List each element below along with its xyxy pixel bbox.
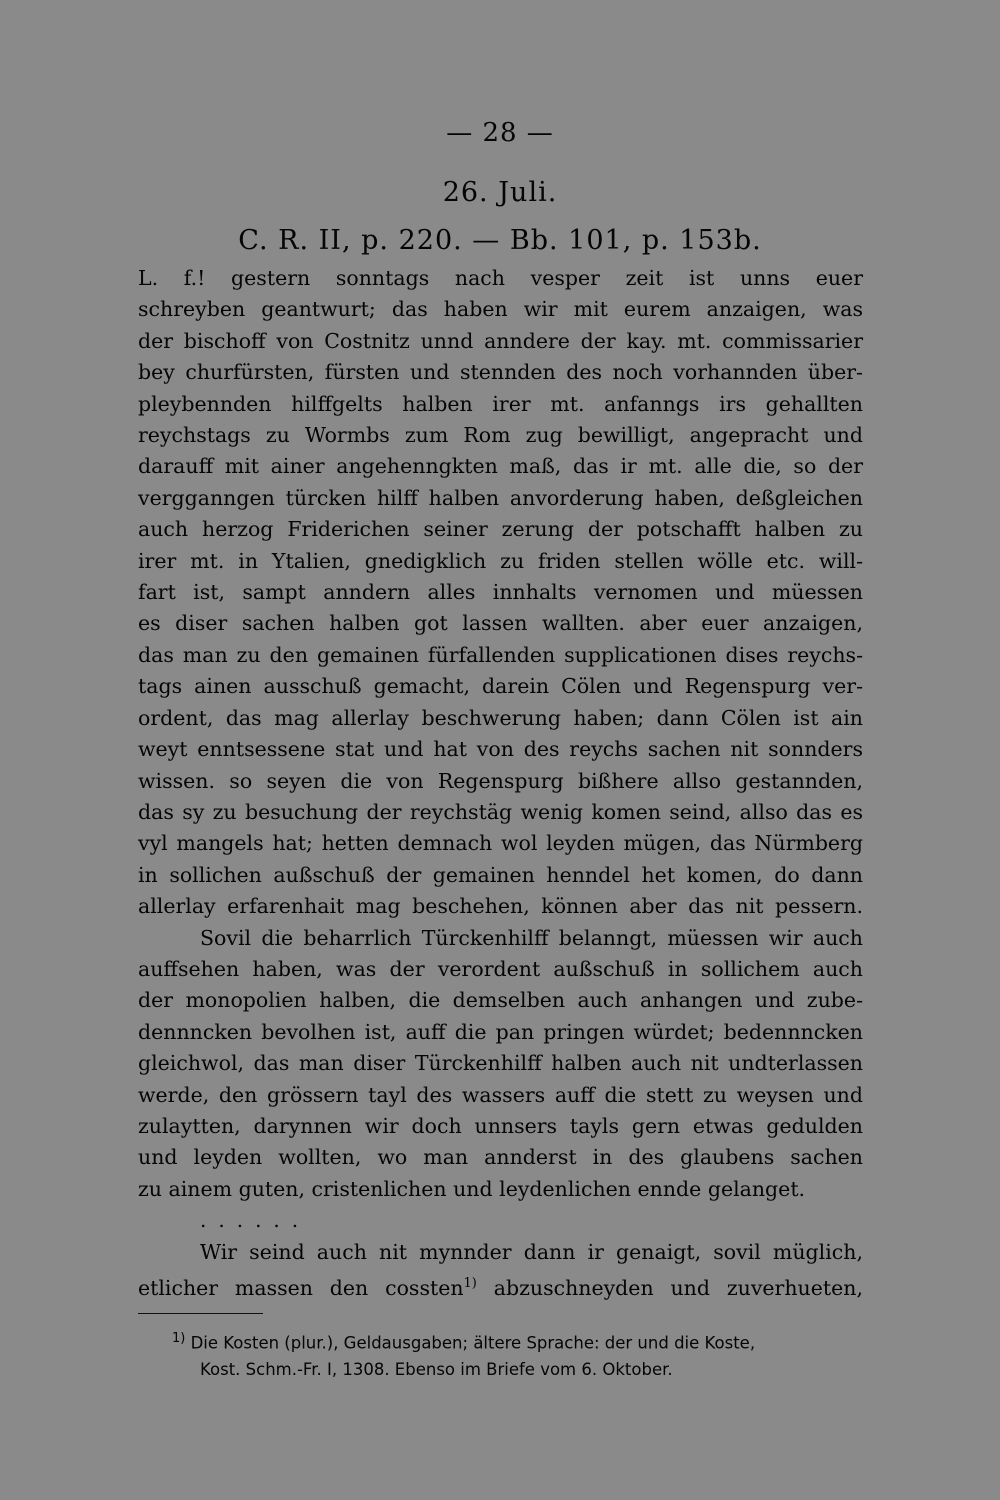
- text-line: irer mt. in Ytalien, gnedigklich zu friden stellen wölle etc. will-: [138, 548, 863, 573]
- text-line: tags ainen ausschuß gemacht, darein Cölen und Regenspurg ver-: [138, 674, 863, 699]
- text-line-paragraph-start: Sovil die beharrlich Türckenhilff belanngt, müessen wir auch: [200, 925, 863, 950]
- text-line: zulaytten, darynnen wir doch unnsers tayls gern etwas gedulden: [138, 1113, 863, 1138]
- text-line-paragraph-start: Wir seind auch nit mynnder dann ir genaigt, sovil müglich,: [200, 1239, 863, 1264]
- text-line: das sy zu besuchung der reychstäg wenig komen seind, allso das es: [138, 799, 863, 824]
- footnote: [172, 1326, 864, 1383]
- text-line: auffsehen haben, was der verordent außschuß in sollichem auch: [138, 956, 863, 981]
- footnote-text: Die Kosten (plur.), Geldausgaben; ältere Sprache: der und die Koste,: [190, 1333, 756, 1353]
- text-line: gleichwol, das man diser Türckenhilff halben auch nit undterlassen: [138, 1051, 863, 1076]
- source-reference: C. R. II, p. 220. — Bb. 101, p. 153b.: [238, 225, 762, 256]
- footnote-line: [172, 1326, 864, 1357]
- text-line: der bischoff von Costnitz unnd anndere der kay. mt. commissarier: [138, 328, 863, 353]
- text-line: schreyben geantwurt; das haben wir mit eurem anzaigen, was: [138, 297, 863, 322]
- letter-body: [138, 263, 863, 1304]
- footnote-reference: 1): [463, 1275, 477, 1291]
- text-line: L. f.! gestern sonntags nach vesper zeit ist unns euer: [138, 266, 863, 290]
- text-line: pleybennden hilffgelts halben irer mt. anfanngs irs gehallten: [138, 391, 863, 416]
- footnote-marker: 1): [172, 1331, 186, 1346]
- text-line: wissen. so seyen die von Regenspurg bißhere allso gestannden,: [138, 768, 863, 793]
- footnote-divider: [138, 1313, 263, 1314]
- text-line: reychstags zu Wormbs zum Rom zug bewilligt, angepracht und: [138, 423, 863, 448]
- page-number: — 28 —: [446, 118, 554, 148]
- letter-date: 26. Juli.: [442, 177, 558, 208]
- text-line-with-footnote: [138, 1268, 863, 1304]
- text-line: dennncken bevolhen ist, auff die pan pringen würdet; bedennncken: [138, 1019, 863, 1044]
- text-line: ordent, das mag allerlay beschwerung haben; dann Cölen ist ain: [138, 705, 863, 730]
- text-line: das man zu den gemainen fürfallenden supplicationen dises reychs-: [138, 642, 863, 667]
- text-line: in sollichen außschuß der gemainen henndel het komen, do dann: [138, 862, 863, 887]
- text-line: auch herzog Friderichen seiner zerung der potschafft halben zu: [138, 517, 863, 542]
- text-fragment: abzuschneyden und zuverhueten,: [493, 1275, 863, 1300]
- text-line: bey churfürsten, fürsten und stennden des noch vorhannden über-: [138, 360, 863, 385]
- text-fragment: etlicher massen den cossten: [138, 1275, 464, 1300]
- footnote-line: Kost. Schm.-Fr. I, 1308. Ebenso im Briefe vom 6. Oktober.: [200, 1359, 673, 1379]
- text-line: darauff mit ainer angehenngkten maß, das ir mt. alle die, so der: [138, 454, 863, 479]
- text-line: der monopolien halben, die demselben auch anhangen und zube-: [138, 988, 863, 1013]
- text-line: weyt enntsessene stat und hat von des reychs sachen nit sonnders: [138, 737, 863, 762]
- text-line: und leyden wollten, wo man annderst in des glaubens sachen: [138, 1145, 863, 1170]
- text-line: fart ist, sampt anndern alles innhalts vernomen und müessen: [138, 580, 863, 605]
- text-line: es diser sachen halben got lassen wallten. aber euer anzaigen,: [138, 611, 863, 636]
- omission-dots: ......: [200, 1208, 311, 1233]
- text-line: vyl mangels hat; hetten demnach wol leyden mügen, das Nürmberg: [138, 831, 863, 856]
- text-line: werde, den grössern tayl des wassers auff die stett zu weysen und: [138, 1082, 863, 1107]
- text-line: zu ainem guten, cristenlichen und leydenlichen ennde gelanget.: [138, 1176, 806, 1201]
- text-line: allerlay erfarenhait mag beschehen, können aber das nit pessern.: [138, 894, 863, 919]
- text-line: vergganngen türcken hilff halben anvorderung haben, deßgleichen: [138, 485, 863, 510]
